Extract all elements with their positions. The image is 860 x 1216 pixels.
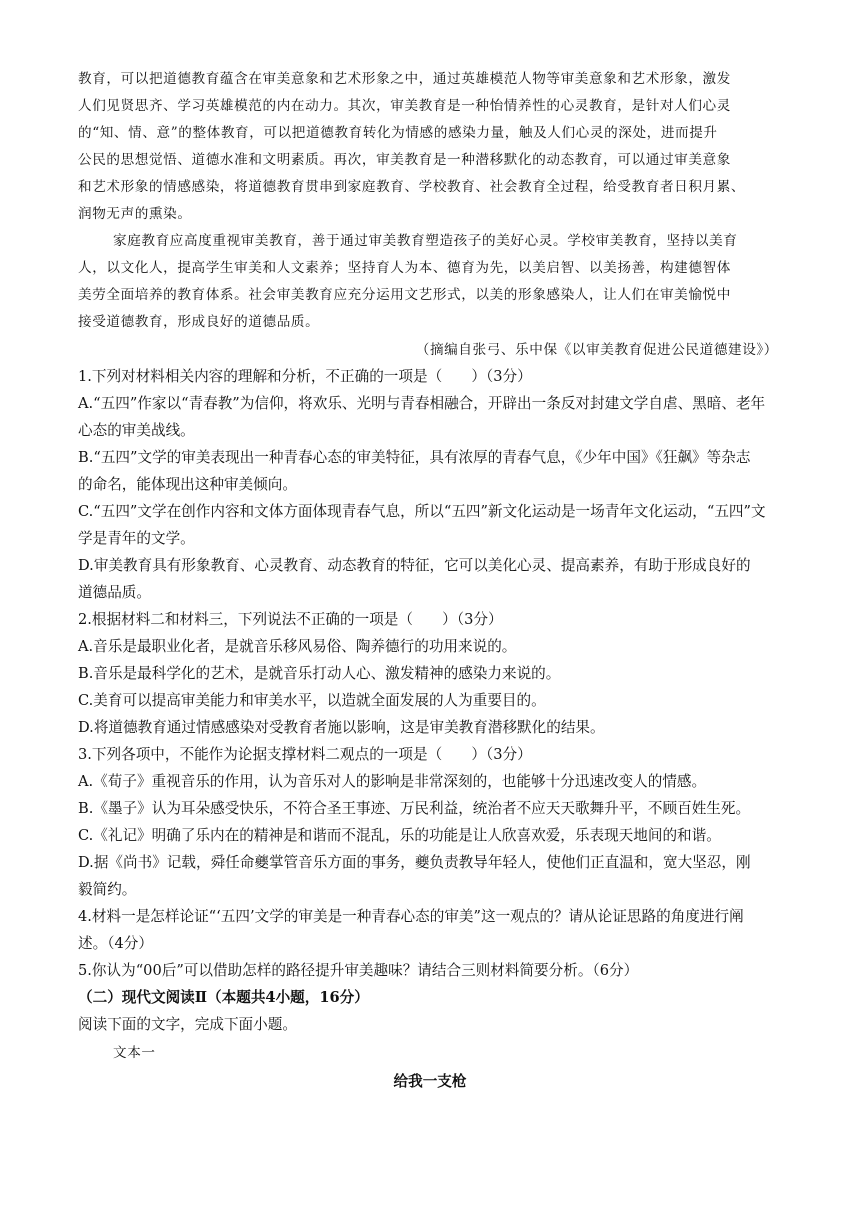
question-3-option-b: B.《墨子》认为耳朵感受快乐，不符合圣王事迹、万民利益，统治者不应天天歌舞升平，不顾百姓生死。 (78, 800, 751, 817)
passage-line: 和艺术形象的情感感染，将道德教育贯串到家庭教育、学校教育、社会教育全过程，给受教育者日积月累、 (78, 179, 746, 195)
passage-line: 教育，可以把道德教育蕴含在审美意象和艺术形象之中，通过英雄模范人物等审美意象和艺术形象，激发 (78, 71, 731, 87)
text-label: 文本一 (113, 1045, 156, 1061)
question-1-stem: 1.下列对材料相关内容的理解和分析，不正确的一项是（ ）（3分） (78, 368, 532, 385)
question-1-option-d: D.审美教育具有形象教育、心灵教育、动态教育的特征，它可以美化心灵、提高素养，有助于形成良好的 (78, 557, 751, 574)
question-1-option-b-cont: 的命名，能体现出这种审美倾向。 (78, 476, 297, 493)
question-3-stem: 3.下列各项中，不能作为论据支撑材料二观点的一项是（ ）（3分） (78, 746, 532, 763)
section-heading: （二）现代文阅读Ⅱ（本题共4小题，16分） (78, 989, 369, 1006)
question-1-option-c-cont: 学是青年的文学。 (78, 530, 195, 547)
question-1-option-d-cont: 道德品质。 (78, 584, 151, 601)
passage-source: （摘编自张弓、乐中保《以审美教育促进公民道德建设》） (415, 342, 778, 358)
question-4-stem: 4.材料一是怎样论证“‘五四’文学的审美是一种青春心态的审美”这一观点的？请从论证思路的角度进行阐 (78, 908, 744, 925)
question-2-stem: 2.根据材料二和材料三，下列说法不正确的一项是（ ）（3分） (78, 611, 503, 628)
question-2-option-d: D.将道德教育通过情感感染对受教育者施以影响，这是审美教育潜移默化的结果。 (78, 719, 605, 736)
question-1-option-a-cont: 心态的审美战线。 (78, 422, 195, 439)
passage-line: 的“知、情、意”的整体教育，可以把道德教育转化为情感的感染力量，触及人们心灵的深处，进而提升 (78, 125, 718, 141)
question-5-stem: 5.你认为“00后”可以借助怎样的路径提升审美趣味？请结合三则材料简要分析。（6分） (78, 962, 639, 979)
question-1-option-a: A.“五四”作家以“青春教”为信仰，将欢乐、光明与青春相融合，开辟出一条反对封建文学自虐、黑暗、老年 (78, 395, 766, 412)
question-1-option-b: B.“五四”文学的审美表现出一种青春心态的审美特征，具有浓厚的青春气息，《少年中国》《狂飙》等杂志 (78, 449, 751, 466)
question-2-option-a: A.音乐是最职业化者，是就音乐移风易俗、陶养德行的功用来说的。 (78, 638, 517, 655)
passage-line: 美劳全面培养的教育体系。社会审美教育应充分运用文艺形式，以美的形象感染人，让人们在审美愉悦中 (78, 287, 731, 303)
question-3-option-c: C.《礼记》明确了乐内在的精神是和谐而不混乱，乐的功能是让人欣喜欢爱，乐表现天地间的和谐。 (78, 827, 721, 844)
question-1-option-c: C.“五四”文学在创作内容和文体方面体现青春气息，所以“五四”新文化运动是一场青年文化运动，“五四”文 (78, 503, 766, 520)
question-3-option-a: A.《荀子》重视音乐的作用，认为音乐对人的影响是非常深刻的，也能够十分迅速改变人的情感。 (78, 773, 707, 790)
passage-line: 润物无声的熏染。 (78, 206, 192, 222)
question-3-option-d-cont: 毅简约。 (78, 881, 137, 898)
passage-line: 人们见贤思齐、学习英雄模范的内在动力。其次，审美教育是一种怡情养性的心灵教育，是针对人们心灵 (78, 98, 731, 114)
section-instruction: 阅读下面的文字，完成下面小题。 (78, 1016, 297, 1033)
story-title: 给我一支枪 (393, 1073, 467, 1090)
question-2-option-b: B.音乐是最科学化的艺术，是就音乐打动人心、激发精神的感染力来说的。 (78, 665, 561, 682)
passage-line: 接受道德教育，形成良好的道德品质。 (78, 314, 320, 330)
question-4-stem-cont: 述。（4分） (78, 935, 153, 952)
question-2-option-c: C.美育可以提高审美能力和审美水平，以造就全面发展的人为重要目的。 (78, 692, 546, 709)
passage-line: 家庭教育应高度重视审美教育，善于通过审美教育塑造孩子的美好心灵。学校审美教育，坚持以美育 (113, 233, 738, 249)
question-3-option-d: D.据《尚书》记载，舜任命夔掌管音乐方面的事务，夔负责教导年轻人，使他们正直温和，宽大坚忍，刚 (78, 854, 751, 871)
passage-line: 人，以文化人，提高学生审美和人文素养；坚持育人为本、德育为先，以美启智、以美扬善，构建德智体 (78, 260, 731, 276)
passage-line: 公民的思想觉悟、道德水准和文明素质。再次，审美教育是一种潜移默化的动态教育，可以通过审美意象 (78, 152, 731, 168)
